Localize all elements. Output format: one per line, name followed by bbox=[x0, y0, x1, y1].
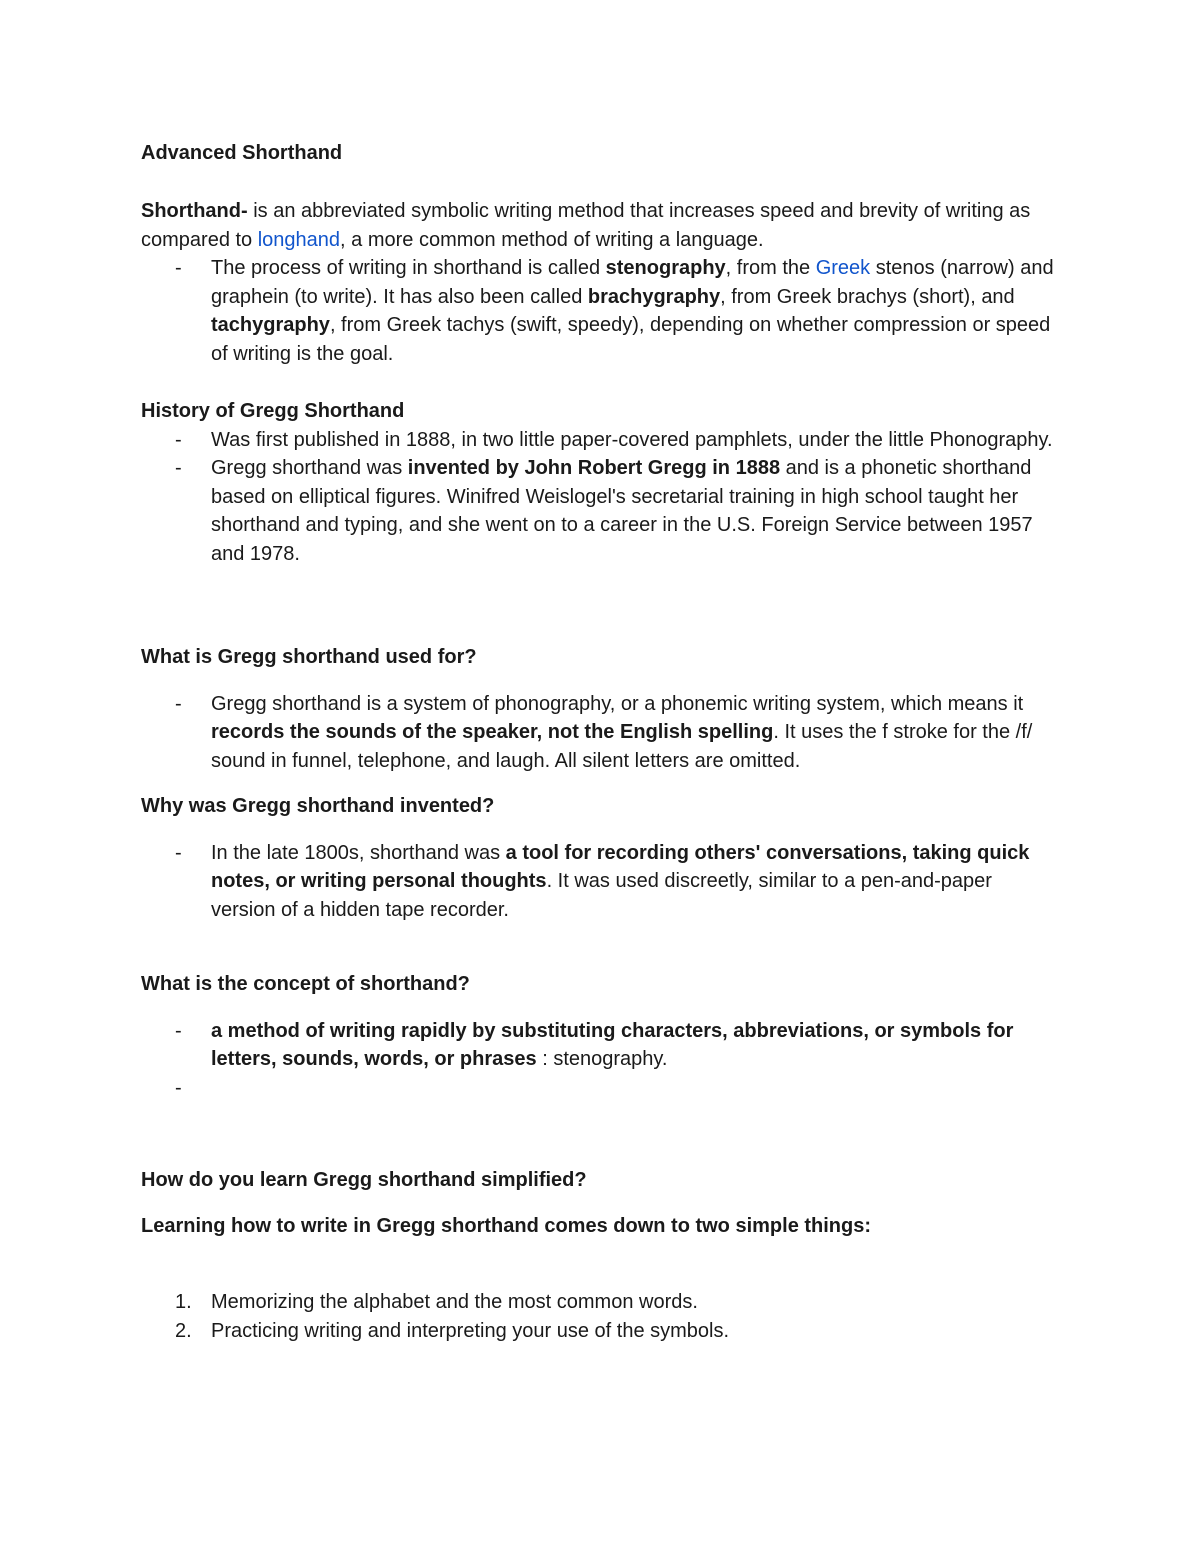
section-subheading: Learning how to write in Gregg shorthand comes down to two simple things: bbox=[141, 1214, 872, 1237]
definition-text: is an abbreviated symbolic writing method that increases speed and brevity of writing as compared to bbox=[141, 200, 1031, 251]
greek-link[interactable]: Greek bbox=[815, 257, 871, 280]
bullet-marker: - bbox=[175, 1076, 182, 1099]
bullet-text: , from the bbox=[725, 257, 816, 280]
definition-section bbox=[141, 197, 1056, 369]
section-heading: Why was Gregg shorthand invented? bbox=[141, 795, 495, 817]
list-item bbox=[141, 426, 1056, 455]
history-section bbox=[141, 397, 1056, 569]
step-text: Practicing writing and interpreting your use of the symbols. bbox=[211, 1319, 730, 1342]
list-item bbox=[141, 254, 1056, 368]
definition-paragraph bbox=[141, 197, 1056, 254]
bullet-text: In the late 1800s, shorthand was bbox=[211, 841, 506, 864]
longhand-link[interactable]: longhand bbox=[257, 228, 341, 251]
step-number: 1. bbox=[175, 1291, 192, 1313]
bold-phrase: a tool for recording others' conversations, taking quick notes, or writing personal thoughts bbox=[211, 841, 1030, 893]
bullet-marker: - bbox=[175, 1019, 182, 1042]
section-heading: What is the concept of shorthand? bbox=[141, 973, 470, 995]
definition-term: Shorthand- bbox=[141, 200, 248, 222]
bullet-marker: - bbox=[175, 457, 182, 480]
bold-phrase: records the sounds of the speaker, not the English spelling bbox=[211, 721, 774, 744]
bullet-marker: - bbox=[175, 692, 182, 715]
bullet-marker: - bbox=[175, 257, 182, 280]
definition-text-end: , a more common method of writing a language. bbox=[340, 228, 764, 251]
list-item bbox=[141, 1288, 1056, 1317]
bullet-text: : stenography. bbox=[536, 1048, 668, 1071]
bullet-marker: - bbox=[175, 841, 182, 864]
concept-section bbox=[141, 970, 1056, 1102]
bullet-text: and is a phonetic shorthand based on elliptical figures. Winifred Weislogel's secretarial training in high school taught her shorthand and typing, and she went on to a career in the U.S. Foreign Service between 1957 and 1978. bbox=[211, 457, 1033, 565]
step-number: 2. bbox=[175, 1319, 192, 1342]
bullet-text: . It uses the f stroke for the /f/ sound in funnel, telephone, and laugh. All silent letters are omitted. bbox=[211, 721, 1033, 772]
why-section bbox=[141, 792, 1056, 924]
section-heading: What is Gregg shorthand used for? bbox=[141, 646, 477, 668]
bullet-text: Gregg shorthand was bbox=[211, 457, 408, 480]
bullet-text: Gregg shorthand is a system of phonography, or a phonemic writing system, which means it bbox=[211, 692, 1024, 715]
list-item bbox=[141, 1017, 1056, 1074]
bullet-text: , from Greek brachys (short), and bbox=[720, 285, 1015, 308]
steps-list bbox=[141, 1288, 1056, 1345]
bullet-text: The process of writing in shorthand is called bbox=[211, 257, 606, 280]
bullet-text: stenos (narrow) and graphein (to write). It has also been called bbox=[211, 257, 1054, 308]
section-heading: How do you learn Gregg shorthand simplified? bbox=[141, 1169, 587, 1191]
step-text: Memorizing the alphabet and the most common words. bbox=[211, 1291, 698, 1313]
bold-term-stenography: stenography bbox=[605, 257, 726, 280]
bold-term-brachygraphy: brachygraphy bbox=[587, 285, 721, 308]
list-item bbox=[141, 1317, 1056, 1346]
list-item bbox=[141, 690, 1056, 776]
used-for-section bbox=[141, 643, 1056, 775]
list-item bbox=[141, 839, 1056, 925]
bullet-text: , from Greek tachys (swift, speedy), depending on whether compression or speed of writing is the goal. bbox=[211, 314, 1051, 365]
bold-phrase: invented by John Robert Gregg in 1888 bbox=[407, 457, 781, 480]
page-title: Advanced Shorthand bbox=[141, 142, 343, 164]
bullet-marker: - bbox=[175, 428, 182, 451]
list-item bbox=[141, 454, 1056, 568]
bold-term-tachygraphy: tachygraphy bbox=[211, 314, 330, 337]
list-item bbox=[141, 1074, 1056, 1103]
bullet-text: Was first published in 1888, in two little paper-covered pamphlets, under the little Phonography. bbox=[211, 428, 1053, 451]
bullet-text: . It was used discreetly, similar to a pen-and-paper version of a hidden tape recorder. bbox=[211, 870, 992, 921]
bold-phrase: a method of writing rapidly by substituting characters, abbreviations, or symbols for letters, sounds, words, or phrases bbox=[211, 1019, 1014, 1071]
section-heading: History of Gregg Shorthand bbox=[141, 400, 405, 422]
learn-section bbox=[141, 1166, 1056, 1240]
